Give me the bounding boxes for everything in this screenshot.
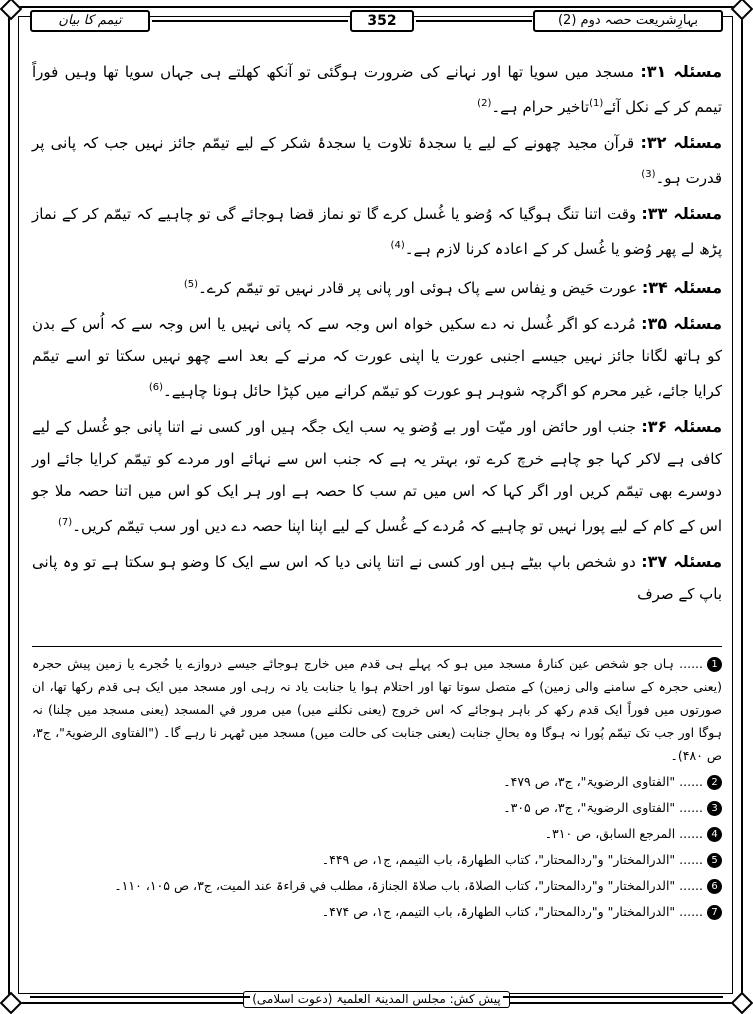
footnote-ref[interactable]: (6) — [148, 382, 163, 393]
footnote-number: 1 — [707, 657, 722, 672]
footnote-3 — [32, 796, 722, 819]
footnote-7 — [32, 900, 722, 923]
masala-text: مسجد میں سویا تھا اور نہانے کی ضرورت ہوگئی تو آنکھ کھلتے ہی جہاں سویا تھا وہیں فوراً تیمم کر کے نکل آئے — [32, 63, 722, 116]
masala-text: قرآن مجید چھونے کے لیے یا سجدۂ تلاوت یا سجدۂ شکر کے لیے تیمّم جائز نہیں جب کہ پانی پر قدرت ہو۔ — [32, 134, 722, 187]
footnote-text: ...... "الفتاوی الرضویۃ"، ج۳، ص ۳۰۵۔ — [503, 800, 703, 815]
header-rule-left — [152, 20, 348, 22]
chapter-title: تیمم کا بیان — [30, 10, 150, 32]
masala-text: مُردے کو اگر غُسل نہ دے سکیں خواہ اس وجہ سے کہ پانی نہیں یا اس وجہ سے کہ اُس کے بدن کو ہاتھ لگانا جائز نہیں جیسے اجنبی عورت یا اپنی عورت کہ مرنے کے بعد اسے چھو نہیں سکتا تو اسے تیمّم کرایا جائے، غیر محرم کو اگرچہ شوہر ہو عورت کو تیمّم کرانے میں کپڑا حائل ہونا چاہیے۔ — [32, 315, 722, 400]
masala-31 — [32, 56, 722, 123]
footnote-number: 5 — [707, 853, 722, 868]
footnotes — [32, 652, 722, 926]
masala-text: عورت حَیض و نِفاس سے پاک ہوئی اور پانی پر قادر نہیں تو تیمّم کرے۔ — [198, 279, 638, 297]
footnote-ref[interactable]: (5) — [183, 279, 199, 290]
footnote-number: 3 — [707, 801, 722, 816]
masala-34 — [32, 269, 722, 304]
footnote-ref[interactable]: (2) — [477, 98, 492, 109]
masala-label: مسئلہ ۳۷: — [641, 552, 722, 571]
book-title: بہارِشریعت حصہ دوم (2) — [533, 10, 723, 32]
footnote-5 — [32, 848, 722, 871]
footer-rule-right — [503, 996, 723, 998]
masala-label: مسئلہ ۳۲: — [640, 133, 722, 152]
footnote-number: 4 — [707, 827, 722, 842]
footnote-4 — [32, 822, 722, 845]
footnote-6 — [32, 874, 722, 897]
footnote-1 — [32, 652, 722, 767]
footnote-text: ...... "الفتاوی الرضویۃ"، ج۳، ص ۴۷۹۔ — [503, 774, 703, 789]
footnote-ref[interactable]: (4) — [390, 240, 405, 251]
footer-rule-left — [30, 996, 250, 998]
masala-35 — [32, 308, 722, 407]
masala-text: دو شخص باپ بیٹے ہیں اور کسی نے اتنا پانی دیا کہ اس سے ایک کا وضو ہو سکتا ہے تو وہ پانی باپ کے صرف — [32, 553, 722, 603]
footnote-text: ...... "الدرالمختار" و"ردالمحتار"، کتاب الصلاۃ، باب صلاۃ الجنازۃ، مطلب في قراءۃ عند المیت، ج۳، ص ۱۰۵، ۱۱۰۔ — [114, 878, 703, 893]
footnote-text: ...... "الدرالمختار" و"ردالمحتار"، کتاب الطھارۃ، باب التیمم، ج۱، ص ۴۷۴۔ — [321, 904, 703, 919]
masala-label: مسئلہ ۳۵: — [641, 314, 722, 333]
page-footer — [0, 988, 753, 1006]
masala-text: وقت اتنا تنگ ہوگیا کہ وُضو یا غُسل کرے گا تو نماز قضا ہوجائے گی تو چاہیے کہ تیمّم کر کے نماز پڑھ لے پھر وُضو یا غُسل کر کے اعادہ کرنا لازم ہے۔ — [32, 205, 722, 258]
masala-33 — [32, 198, 722, 265]
footnote-text: ...... ہاں جو شخص عین کنارۂ مسجد میں ہو کہ پہلے ہی قدم میں خارج ہوجائے جیسے دروازے یا حُجرے یا زمین پیش حجرہ (یعنی حجرہ کے سامنے والی زمین) کے متصل سوتا تھا اور احتلام ہوا یا جنابت یاد نہ رہی اور مسجد میں ایک ہی قدم رکھا تھا، ان صورتوں میں فوراً ایک قدم رکھ کر باہر ہوجائے کہ اس خروج (یعنی نکلنے میں) میں مرور في المسجد (یعنی مسجد میں چلنا) نہ ہوگا اور جب تک تیمّم پُورا نہ ہوگا وہ بحالِ جنابت (یعنی جنابت کی حالت میں) مسجد میں ٹھہر نا رہے گا۔ ("الفتاوی الرضویۃ"، ج۳، ص ۴۸۰)۔ — [32, 656, 722, 763]
footnote-number: 6 — [707, 879, 722, 894]
footnote-ref[interactable]: (1) — [589, 98, 604, 109]
footnote-2 — [32, 770, 722, 793]
masala-label: مسئلہ ۳۳: — [641, 204, 722, 223]
masala-label: مسئلہ ۳۴: — [641, 278, 722, 297]
publisher-credit: پیش کش: مجلس المدینۃ العلمیۃ (دعوت اسلامی) — [243, 991, 510, 1008]
footnote-ref[interactable]: (7) — [57, 517, 73, 528]
masala-label: مسئلہ ۳۱: — [640, 62, 722, 81]
footnote-ref[interactable]: (3) — [641, 169, 656, 180]
header-rule-right — [416, 20, 532, 22]
masala-32 — [32, 127, 722, 194]
page-number: 352 — [350, 10, 414, 32]
footnote-text: ...... "الدرالمختار" و"ردالمحتار"، کتاب الطھارۃ، باب التیمم، ج۱، ص ۴۴۹۔ — [321, 852, 703, 867]
masala-tail: تاخیر حرام ہے۔ — [491, 98, 590, 116]
main-text — [32, 56, 722, 614]
footnote-number: 7 — [707, 905, 722, 920]
page-header — [30, 8, 723, 34]
masala-text: جنب اور حائض اور میّت اور بے وُضو یہ سب ایک جگہ ہیں اور کسی نے اتنا پانی جو غُسل کے لیے کافی ہے لاکر کہا جو چاہے خرچ کرے تو، بہتر یہ ہے کہ جنب اس سے نہائے اور مردے کو تیمّم کرایا جائے اور دوسرے بھی تیمّم کریں اور اگر کہا کہ اس میں تم سب کا حصہ ہے اور ہر ایک کو اس میں اتنا حصہ ملا جو اس کے کام کے لیے پورا نہیں تو چاہیے کہ مُردے کے غُسل کے لیے اپنا اپنا حصہ دے دیں اور سب تیمّم کریں۔ — [32, 418, 722, 535]
masala-37 — [32, 546, 722, 610]
footnote-separator — [32, 646, 722, 647]
masala-36 — [32, 411, 722, 542]
footnote-text: ...... المرجع السابق، ص ۳۱۰۔ — [544, 826, 703, 841]
footnote-number: 2 — [707, 775, 722, 790]
masala-label: مسئلہ ۳۶: — [641, 417, 722, 436]
